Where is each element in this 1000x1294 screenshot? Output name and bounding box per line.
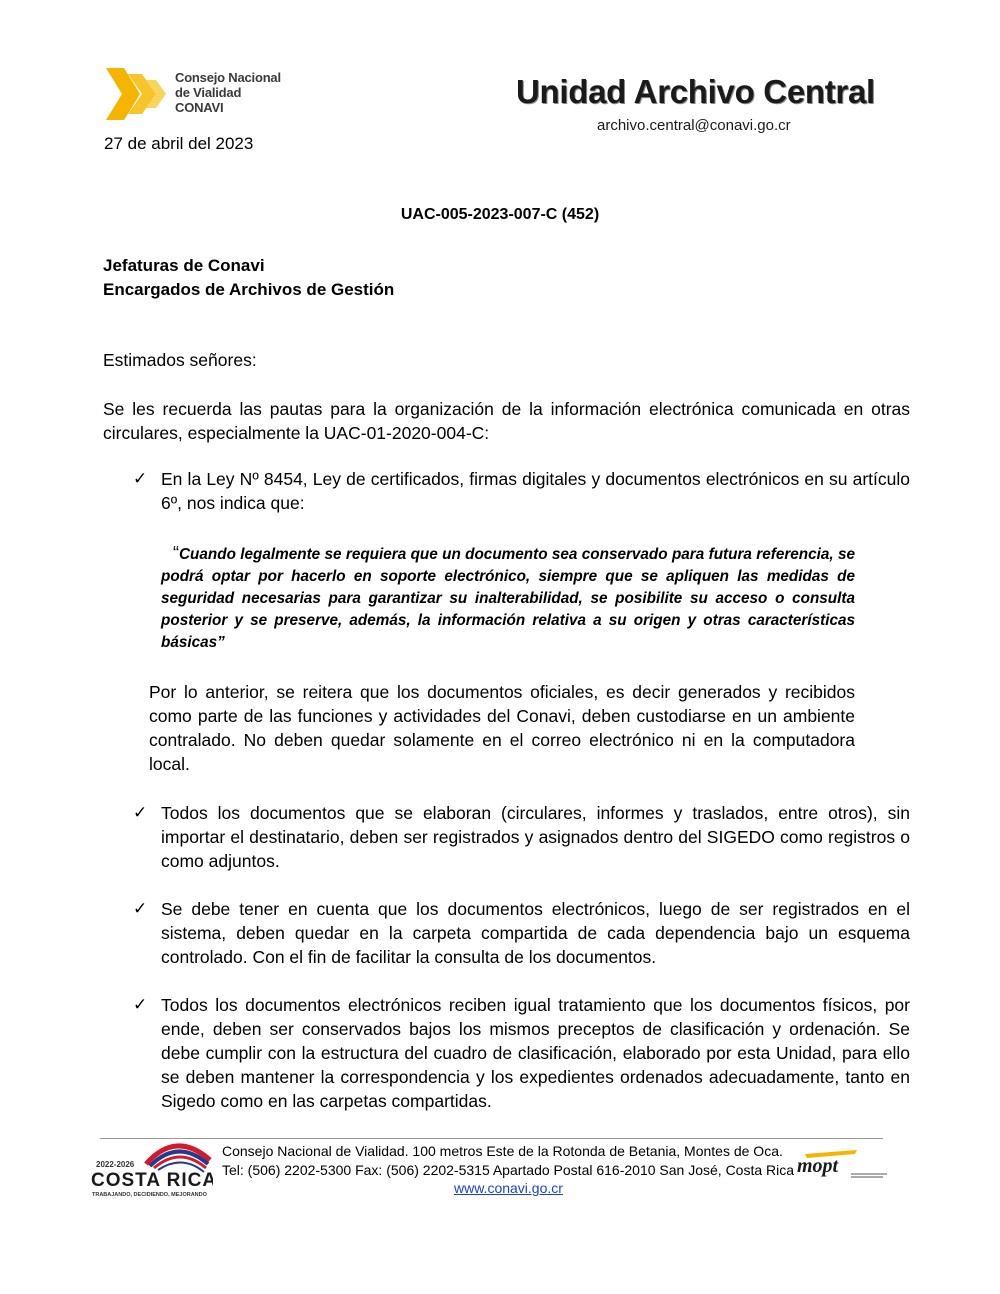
mopt-logo-icon [795, 1148, 890, 1184]
checkmark-icon: ✓ [133, 899, 148, 918]
bullet-4: Todos los documentos electrónicos reciben igual tratamiento que los documentos físicos, por ende, deben ser conservados bajos los mismos preceptos de clasificación y ordenación. Se debe cumplir con la estructura del cuadro de clasificación, elaborado por esta Unidad, para ello se deben mantener la correspondencia y los expedientes ordenados adecuadamente, tanto en Sigedo como en las carpetas compartidas. [161, 995, 910, 1111]
recipient-line-1: Jefaturas de Conavi [103, 256, 265, 275]
document-date: 27 de abril del 2023 [104, 134, 254, 153]
checkmark-icon: ✓ [133, 995, 148, 1014]
conavi-logo [102, 64, 292, 124]
intro-paragraph: Se les recuerda las pautas para la organización de la información electrónica comunicada en otras circulares, especialmente la UAC-01-2020-004-C: [103, 399, 910, 443]
checkmark-icon: ✓ [133, 803, 148, 822]
costa-rica-logo [88, 1134, 213, 1204]
bullet-3: Se debe tener en cuenta que los documentos electrónicos, luego de ser registrados en el sistema, deben quedar en la carpeta compartida de cada dependencia bajo un esquema controlado. Con el fin de facilitar la consulta de los documentos. [161, 899, 910, 967]
mopt-logo [795, 1148, 890, 1184]
salutation: Estimados señores: [103, 350, 257, 370]
followup-paragraph: Por lo anterior, se reitera que los documentos oficiales, es decir generados y recibidos como parte de las funciones y actividades del Conavi, deben custodiarse en un ambiente contralado. No deben quedar solamente en el correo electrónico ni en la computadora local. [149, 682, 855, 774]
unit-title: Unidad Archivo Central [516, 73, 875, 110]
logo-line-2: de Vialidad [175, 85, 242, 100]
cr-logo-tagline: TRABAJANDO, DECIDIENDO, MEJORANDO [92, 1192, 207, 1198]
document-reference: UAC-005-2023-007-C (452) [400, 206, 600, 223]
law-quote [161, 542, 855, 654]
bullet-2: Todos los documentos que se elaboran (circulares, informes y traslados, entre otros), sin importar el destinatario, deben ser registrados y asignados dentro del SIGEDO como registros o como adjuntos. [161, 803, 910, 871]
footer-address: Consejo Nacional de Vialidad. 100 metros Este de la Rotonda de Betania, Montes de Oca. [222, 1143, 783, 1159]
recipient-line-2: Encargados de Archivos de Gestión [103, 280, 395, 299]
costa-rica-emblem-icon [88, 1134, 213, 1204]
logo-line-1: Consejo Nacional [175, 70, 281, 85]
footer-website-link[interactable]: www.conavi.go.cr [454, 1180, 563, 1196]
unit-email[interactable]: archivo.central@conavi.go.cr [597, 117, 791, 134]
footer-divider [100, 1138, 883, 1139]
cr-logo-years: 2022-2026 [96, 1160, 135, 1169]
logo-line-3: CONAVI [175, 100, 224, 115]
quote-open-mark: “ [173, 543, 179, 563]
mopt-logo-text: mopt [797, 1155, 839, 1177]
quote-text: Cuando legalmente se requiera que un documento sea conservado para futura referencia, se podrá optar por hacerlo en soporte electrónico, siempre que se apliquen las medidas de seguridad necesarias para garantizar su inalterabilidad, se posibilite su acceso o consulta posterior y se preserve, además, la información relativa a su origen y otras características básicas” [161, 546, 855, 651]
checkmark-icon: ✓ [133, 469, 148, 488]
cr-logo-name: COSTA RICA [91, 1170, 213, 1191]
bullet-1: En la Ley Nº 8454, Ley de certificados, firmas digitales y documentos electrónicos en su artículo 6º, nos indica que: [161, 469, 910, 513]
footer-contact: Tel: (506) 2202-5300 Fax: (506) 2202-5315 Apartado Postal 616-2010 San José, Costa Rica [222, 1162, 795, 1178]
conavi-chevron-icon [102, 64, 170, 124]
